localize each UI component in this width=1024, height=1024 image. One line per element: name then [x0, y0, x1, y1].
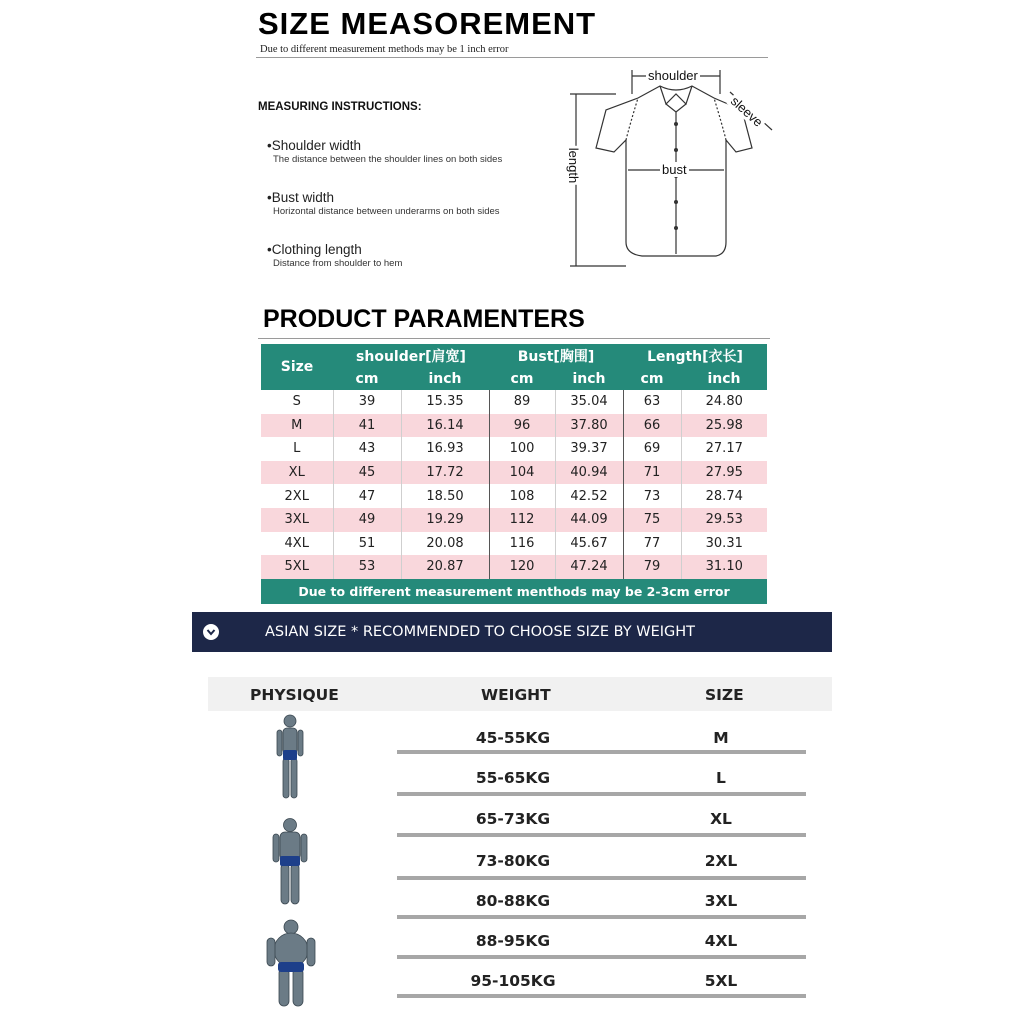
header-physique: PHYSIQUE	[250, 686, 339, 704]
table-footnote: Due to different measurement menthods may be 2-3cm error	[261, 579, 767, 604]
title-divider	[256, 57, 768, 58]
table-cell: 39	[333, 390, 401, 414]
table-cell: 29.53	[681, 508, 767, 532]
table-row	[261, 390, 767, 414]
table-row	[261, 437, 767, 461]
table-cell: 116	[489, 532, 555, 556]
size-parameter-table	[261, 344, 767, 604]
table-cell: 39.37	[555, 437, 623, 461]
instruction-shoulder	[267, 138, 502, 165]
table-cell: 43	[333, 437, 401, 461]
table-cell: 112	[489, 508, 555, 532]
table-cell: 51	[333, 532, 401, 556]
header-unit: inch	[401, 367, 489, 390]
table-cell: 17.72	[401, 461, 489, 485]
header-group-shoulder: shoulder[肩宽]	[333, 344, 489, 367]
header-group-length: Length[衣长]	[623, 344, 767, 367]
instruction-title: •Clothing length	[267, 242, 362, 257]
table-cell: 96	[489, 414, 555, 438]
table-cell: 18.50	[401, 484, 489, 508]
table-cell: 53	[333, 555, 401, 579]
table-cell: 63	[623, 390, 681, 414]
table-cell: 37.80	[555, 414, 623, 438]
diagram-label-bust: bust	[662, 162, 687, 177]
table-cell: 73	[623, 484, 681, 508]
table-cell: 30.31	[681, 532, 767, 556]
table-cell: 28.74	[681, 484, 767, 508]
table-row	[261, 508, 767, 532]
instruction-bust	[267, 190, 500, 217]
chevron-down-circle-icon	[203, 624, 219, 640]
header-weight: WEIGHT	[481, 686, 551, 704]
weight-value: 73-80KG	[475, 852, 551, 870]
size-cell: 3XL	[261, 508, 333, 532]
row-divider	[397, 792, 806, 796]
header-size: SIZE	[705, 686, 744, 704]
table-cell: 15.35	[401, 390, 489, 414]
table-row	[261, 532, 767, 556]
table-cell: 45.67	[555, 532, 623, 556]
header-group-bust: Bust[胸围]	[489, 344, 623, 367]
instruction-length	[267, 242, 402, 269]
header-unit: cm	[333, 367, 401, 390]
weight-value: 88-95KG	[475, 932, 551, 950]
table-cell: 69	[623, 437, 681, 461]
table-cell: 16.93	[401, 437, 489, 461]
table-cell: 71	[623, 461, 681, 485]
diagram-label-length: length	[566, 147, 582, 184]
instructions-heading: MEASURING INSTRUCTIONS:	[258, 101, 422, 113]
medium-body-icon	[266, 816, 314, 912]
table-cell: 66	[623, 414, 681, 438]
instruction-title: •Shoulder width	[267, 138, 362, 153]
page-title: SIZE MEASOREMENT	[258, 6, 597, 41]
header-unit: inch	[555, 367, 623, 390]
instruction-title: •Bust width	[267, 190, 335, 205]
size-cell: 2XL	[261, 484, 333, 508]
header-unit: cm	[623, 367, 681, 390]
size-value: M	[713, 729, 729, 747]
row-divider	[397, 750, 806, 754]
heavy-body-icon	[262, 918, 320, 1014]
table-row	[261, 484, 767, 508]
diagram-label-sleeve: sleeve	[727, 93, 766, 130]
table-cell: 104	[489, 461, 555, 485]
table-cell: 27.95	[681, 461, 767, 485]
row-divider	[397, 915, 806, 919]
table-cell: 49	[333, 508, 401, 532]
size-cell: XL	[261, 461, 333, 485]
table-cell: 35.04	[555, 390, 623, 414]
weight-value: 55-65KG	[475, 769, 551, 787]
size-cell: 5XL	[261, 555, 333, 579]
table-cell: 108	[489, 484, 555, 508]
table-cell: 42.52	[555, 484, 623, 508]
banner-text: ASIAN SIZE * RECOMMENDED TO CHOOSE SIZE BY WEIGHT	[265, 624, 696, 640]
size-value: 2XL	[704, 852, 738, 870]
table-cell: 120	[489, 555, 555, 579]
weight-chart-header	[208, 677, 832, 711]
table-cell: 40.94	[555, 461, 623, 485]
header-unit: cm	[489, 367, 555, 390]
weight-value: 65-73KG	[475, 810, 551, 828]
product-parameters-title: PRODUCT PARAMENTERS	[263, 305, 585, 333]
table-cell: 47.24	[555, 555, 623, 579]
header-size: Size	[261, 344, 333, 390]
table-cell: 89	[489, 390, 555, 414]
table-row	[261, 414, 767, 438]
instruction-desc: Distance from shoulder to hem	[273, 258, 403, 269]
table-cell: 31.10	[681, 555, 767, 579]
page-subtitle: Due to different measurement methods may be 1 inch error	[260, 44, 509, 55]
shirt-measurement-diagram	[566, 64, 776, 274]
weight-value: 95-105KG	[470, 972, 556, 990]
instruction-desc: The distance between the shoulder lines on both sides	[273, 154, 503, 165]
weight-value: 45-55KG	[475, 729, 551, 747]
size-value: L	[716, 769, 726, 787]
size-value: 3XL	[704, 892, 738, 910]
table-cell: 100	[489, 437, 555, 461]
table-cell: 75	[623, 508, 681, 532]
product-parameters-divider	[258, 338, 770, 339]
table-cell: 79	[623, 555, 681, 579]
table-cell: 41	[333, 414, 401, 438]
diagram-label-shoulder: shoulder	[648, 68, 698, 83]
asian-size-banner	[192, 612, 832, 652]
size-cell: S	[261, 390, 333, 414]
size-cell: 4XL	[261, 532, 333, 556]
size-value: 4XL	[704, 932, 738, 950]
weight-value: 80-88KG	[475, 892, 551, 910]
table-row	[261, 555, 767, 579]
slim-body-icon	[268, 712, 312, 808]
table-cell: 16.14	[401, 414, 489, 438]
table-row	[261, 461, 767, 485]
header-unit: inch	[681, 367, 767, 390]
size-cell: L	[261, 437, 333, 461]
size-value: XL	[710, 810, 732, 828]
table-cell: 19.29	[401, 508, 489, 532]
table-cell: 20.08	[401, 532, 489, 556]
row-divider	[397, 994, 806, 998]
table-cell: 27.17	[681, 437, 767, 461]
row-divider	[397, 876, 806, 880]
size-value: 5XL	[704, 972, 738, 990]
instruction-desc: Horizontal distance between underarms on both sides	[273, 206, 500, 217]
row-divider	[397, 833, 806, 837]
table-cell: 24.80	[681, 390, 767, 414]
table-cell: 44.09	[555, 508, 623, 532]
table-cell: 25.98	[681, 414, 767, 438]
table-cell: 20.87	[401, 555, 489, 579]
table-cell: 45	[333, 461, 401, 485]
row-divider	[397, 955, 806, 959]
size-cell: M	[261, 414, 333, 438]
table-cell: 77	[623, 532, 681, 556]
table-cell: 47	[333, 484, 401, 508]
